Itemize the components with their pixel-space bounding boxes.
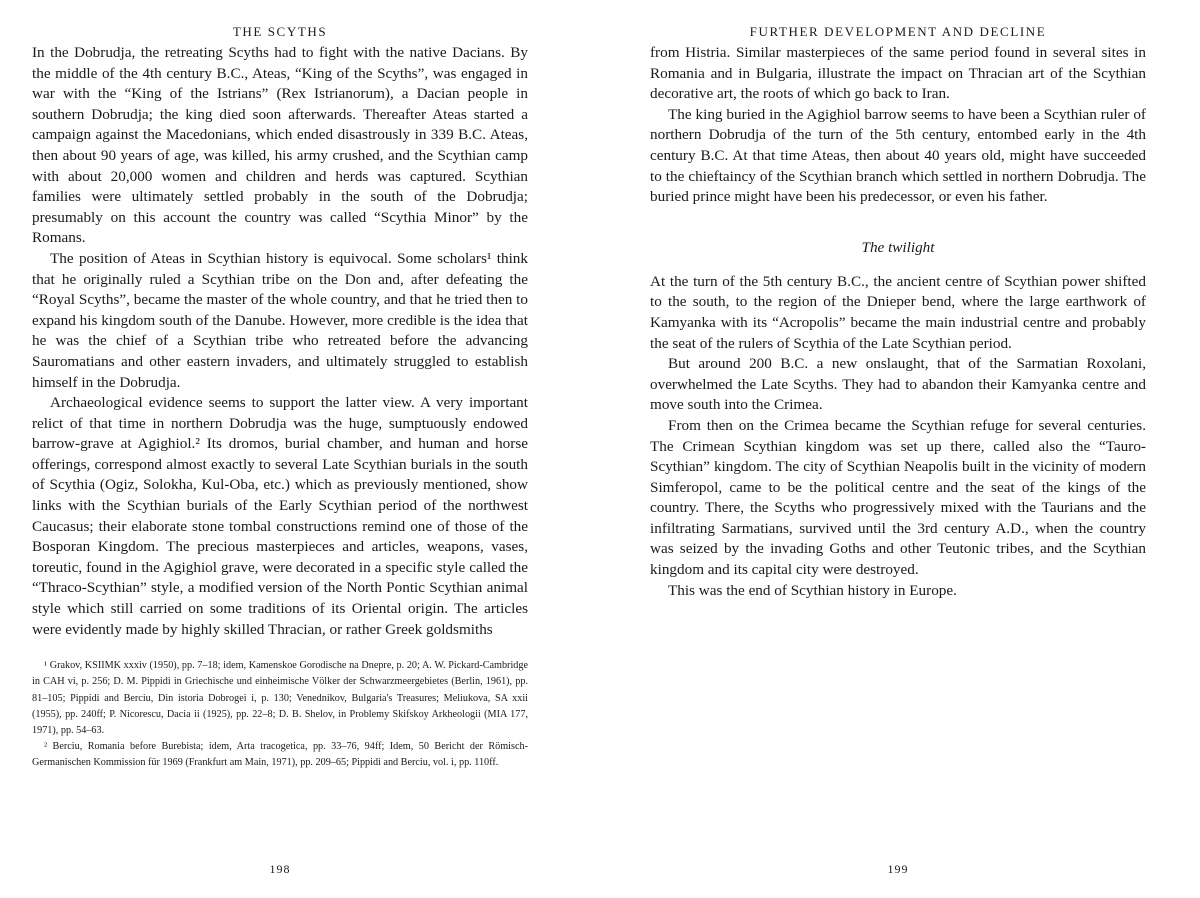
running-head-right: FURTHER DEVELOPMENT AND DECLINE bbox=[749, 24, 1047, 39]
right-body-text-top bbox=[650, 43, 1146, 208]
paragraph: In the Dobrudja, the retreating Scyths had to fight with the native Dacians. By the middle of the 4th century B.C., Ateas, “King of the Scyths”, was engaged in war with the “King of the Istrians” (Rex Istrianorum), a Dacian people in southern Dobrudja; the king died soon afterwards. Thereafter Ateas started a campaign against the Macedonians, which ended disastrously in 339 B.C. Ateas, then about 90 years of age, was killed, his army crushed, and the Scythian camp with about 20,000 women and children and herds was captured. Scythian families were ultimately settled probably in the south of the Dobrudja; presumably on this account the country was called “Scythia Minor” by the Romans. bbox=[32, 44, 528, 247]
paragraph: Archaeological evidence seems to support the latter view. A very important relict of that time in northern Dobrudja was the huge, sumptuously endowed barrow-grave at Agighiol.² Its dromos, burial chamber, and human and horse offerings, correspond almost exactly to several Late Scythian burials in the south of Scythia (Ogiz, Solokha, Kul-Oba, etc.) which as previously mentioned, show links with the Scythian burials of the Early Scythian period of the northwest Caucasus; their elaborate stone tombal constructions remind one of those of the Bosporan Kingdom. The precious masterpieces and articles, weapons, vases, toreutic, found in the Agighiol grave, were decorated in a specific style called the “Thraco-Scythian” style, a modified version of the North Pontic Scythian animal style which still carried on some traditions of its Oriental origin. The articles were evidently made by highly skilled Thracian, or rather Greek goldsmiths bbox=[32, 394, 528, 638]
paragraph: The king buried in the Agighiol barrow seems to have been a Scythian ruler of northern Dobrudja of the turn of the 5th century, entombed early in the 4th century B.C. At that time Ateas, then about 40 years old, might have succeeded to the chieftaincy of the Scythian branch which settled in northern Dobrudja. The buried prince might have been his predecessor, or even his father. bbox=[650, 105, 1146, 206]
paragraph: But around 200 B.C. a new onslaught, that of the Sarmatian Roxolani, overwhelmed the Late Scyths. They had to abandon their Kamyanka centre and move south into the Crimea. bbox=[650, 355, 1146, 414]
paragraph: This was the end of Scythian history in Europe. bbox=[668, 581, 957, 599]
right-page bbox=[650, 0, 1146, 898]
paragraph: The position of Ateas in Scythian history is equivocal. Some scholars¹ think that he originally ruled a Scythian tribe on the Don and, after defeating the “Royal Scyths”, became the master of the whole country, and that he tried then to expand his kingdom south of the Danube. However, more credible is the idea that he was the chief of a Scythian tribe who retreated before the advancing Sauromatians and other eastern invaders, and ultimately struggled to establish himself in the Dobrudja. bbox=[32, 249, 528, 391]
page-number-left: 198 bbox=[269, 862, 291, 876]
section-title: The twilight bbox=[861, 238, 935, 256]
left-page bbox=[32, 0, 528, 898]
footnote-1: ¹ Grakov, KSIIMK xxxiv (1950), pp. 7–18; idem, Kamenskoe Gorodische na Dnepre, p. 20; A. W. Pickard-Cambridge in CAH vi, p. 256; D. M. Pippidi in Griechische und einheimische Völker der Schwarzmeergebietes (Berlin, 1961), pp. 81–105; Pippidi and Berciu, Din istoria Dobrogei i, p. 130; Venednikov, Bulgaria's Treasures; Meliukova, SA xxii (1955), pp. 240ff; P. Nicorescu, Dacia ii (1925), pp. 22–8; D. B. Shelov, in Problemy Skifskoy Arkheologii (MIA 177, 1971), pp. 54–63. bbox=[32, 660, 528, 737]
paragraph: from Histria. Similar masterpieces of the same period found in several sites in Romania and in Bulgaria, illustrate the impact on Thracian art of the Scythian decorative art, the roots of which go back to Iran. bbox=[650, 44, 1146, 103]
left-body-text bbox=[32, 43, 528, 640]
right-body-text-bottom bbox=[650, 272, 1146, 602]
footnote-2: ² Berciu, Romania before Burebista; idem, Arta tracogetica, pp. 33–76, 94ff; Idem, 50 Bericht der Römisch-Germanischen Kommission für 1969 (Frankfurt am Main, 1971), pp. 209–65; Pippidi and Berciu, vol. i, pp. 110ff. bbox=[32, 741, 528, 769]
running-head-left: THE SCYTHS bbox=[232, 24, 328, 39]
page-number-right: 199 bbox=[887, 862, 909, 876]
footnotes bbox=[32, 658, 528, 771]
paragraph: From then on the Crimea became the Scythian refuge for several centuries. The Crimean Scythian kingdom was set up there, called also the “Tauro-Scythian” kingdom. The city of Scythian Neapolis built in the vicinity of modern Simferopol, came to be the political centre and the seat of the kings of the country. There, the Scyths who progressively mixed with the Taurians and the infiltrating Sarmatians, survived until the 3rd century A.D., when the country was seized by the invading Goths and other Teutonic tribes, and the Scythian kingdom and its capital city were destroyed. bbox=[650, 416, 1146, 579]
paragraph: At the turn of the 5th century B.C., the ancient centre of Scythian power shifted to the south, to the region of the Dnieper bend, where the large earthwork of Kamyanka with its “Acropolis” became the main industrial centre and probably the seat of the rulers of Scythia of the Late Scythian period. bbox=[650, 272, 1146, 352]
